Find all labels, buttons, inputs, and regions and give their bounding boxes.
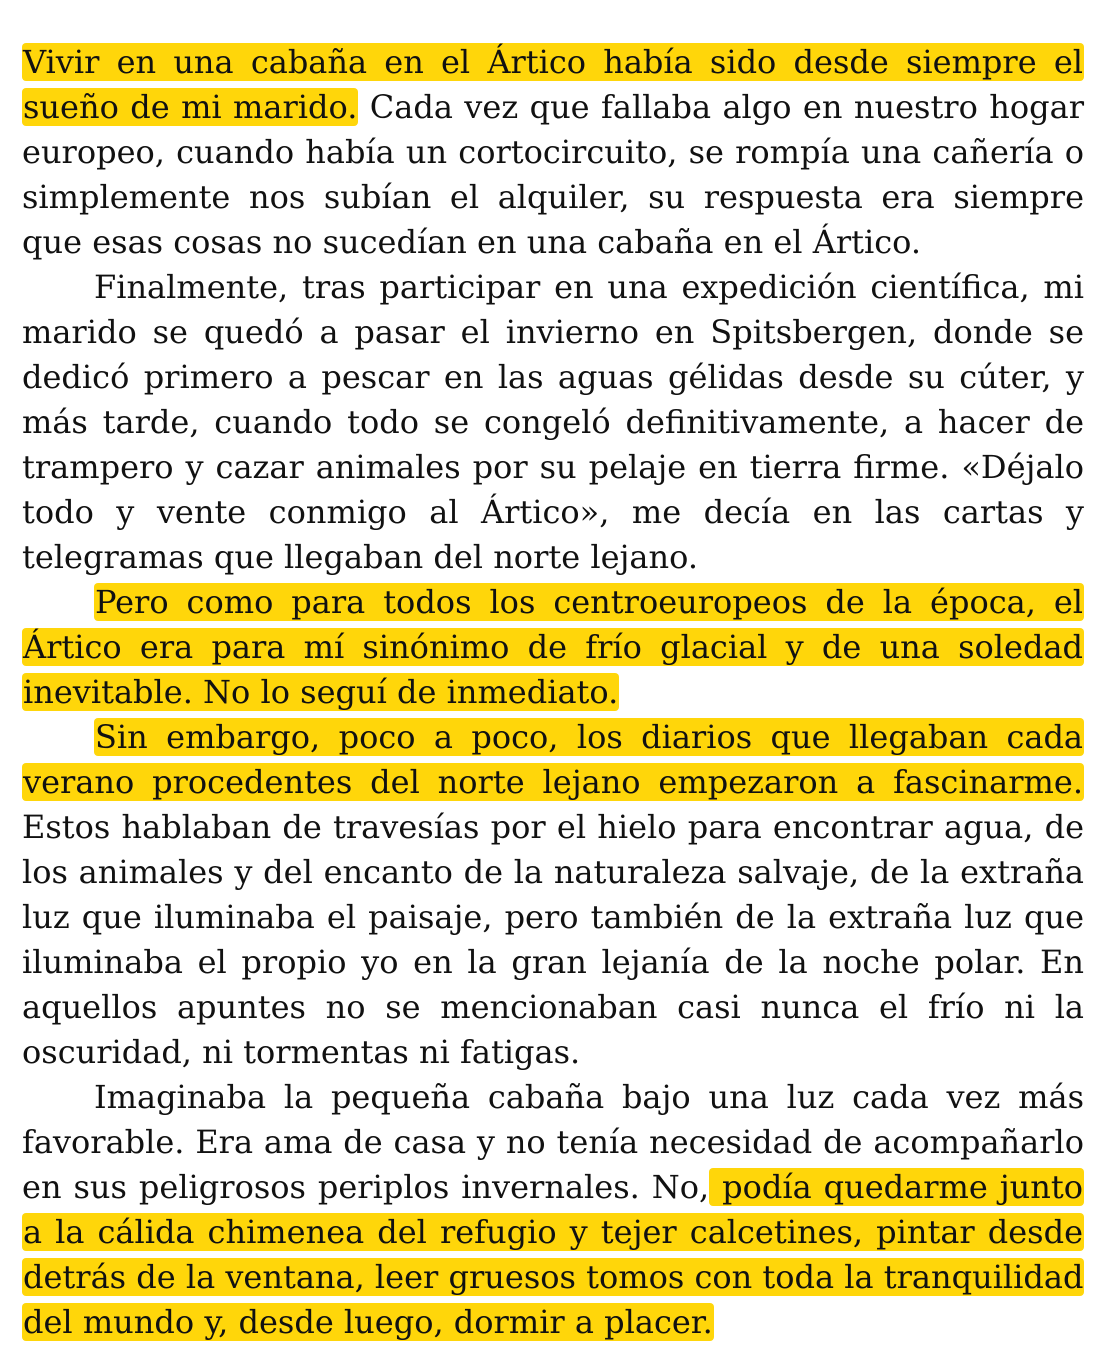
paragraph-2 bbox=[22, 265, 1084, 580]
highlighted-passage[interactable]: Pero como para todos los centroeuropeos de la época, el Ártico era para mí sinónimo de frío glacial y de una soledad inevitable. No lo seguí de inmediato. bbox=[23, 583, 1083, 711]
paragraph-text: Cada vez que fallaba algo en nuestro hogar europeo, cuando había un cortocircuito, se rompía una cañería o simplemente nos subían el alquiler, su respuesta era siempre que esas cosas no sucedían en una cabaña en el Ártico. bbox=[22, 88, 1085, 261]
paragraph-text: Estos hablaban de travesías por el hielo para encontrar agua, de los animales y del encanto de la naturaleza salvaje, de la extraña luz que iluminaba el paisaje, pero también de la extraña luz que iluminaba el propio yo en la gran lejanía de la noche polar. En aquellos apuntes no se mencionaban casi nunca el frío ni la oscuridad, ni tormentas ni fatigas. bbox=[22, 808, 1084, 1071]
paragraph-5 bbox=[22, 1075, 1084, 1345]
highlighted-passage[interactable]: podía quedarme junto a la cálida chimenea del refugio y tejer calcetines, pintar desde detrás de la ventana, leer gruesos tomos con toda la tranquilidad del mundo y, desde luego, dormir a placer. bbox=[23, 1168, 1084, 1341]
highlighted-passage[interactable]: Vivir en una cabaña en el Ártico había sido desde siempre el sueño de mi marido. bbox=[23, 43, 1083, 126]
paragraph-text: Finalmente, tras participar en una expedición científica, mi marido se quedó a pasar el invierno en Spitsbergen, donde se dedicó primero a pescar en las aguas gélidas desde su cúter, y más tarde, cuando todo se congeló definitivamente, a hacer de trampero y cazar animales por su pelaje en tierra firme. «Déjalo todo y vente conmigo al Ártico», me decía en las cartas y telegramas que llegaban del norte lejano. bbox=[22, 268, 1084, 576]
book-page bbox=[22, 40, 1084, 1345]
paragraph-text: Imaginaba la pequeña cabaña bajo una luz cada vez más favorable. Era ama de casa y no tenía necesidad de acompañarlo en sus peligrosos periplos invernales. No, bbox=[22, 1078, 1084, 1206]
paragraph-3 bbox=[22, 580, 1084, 715]
highlighted-passage[interactable]: Sin embargo, poco a poco, los diarios que llegaban cada verano procedentes del norte lejano empezaron a fascinarme. bbox=[23, 718, 1083, 801]
paragraph-1 bbox=[22, 40, 1084, 265]
paragraph-4 bbox=[22, 715, 1084, 1075]
